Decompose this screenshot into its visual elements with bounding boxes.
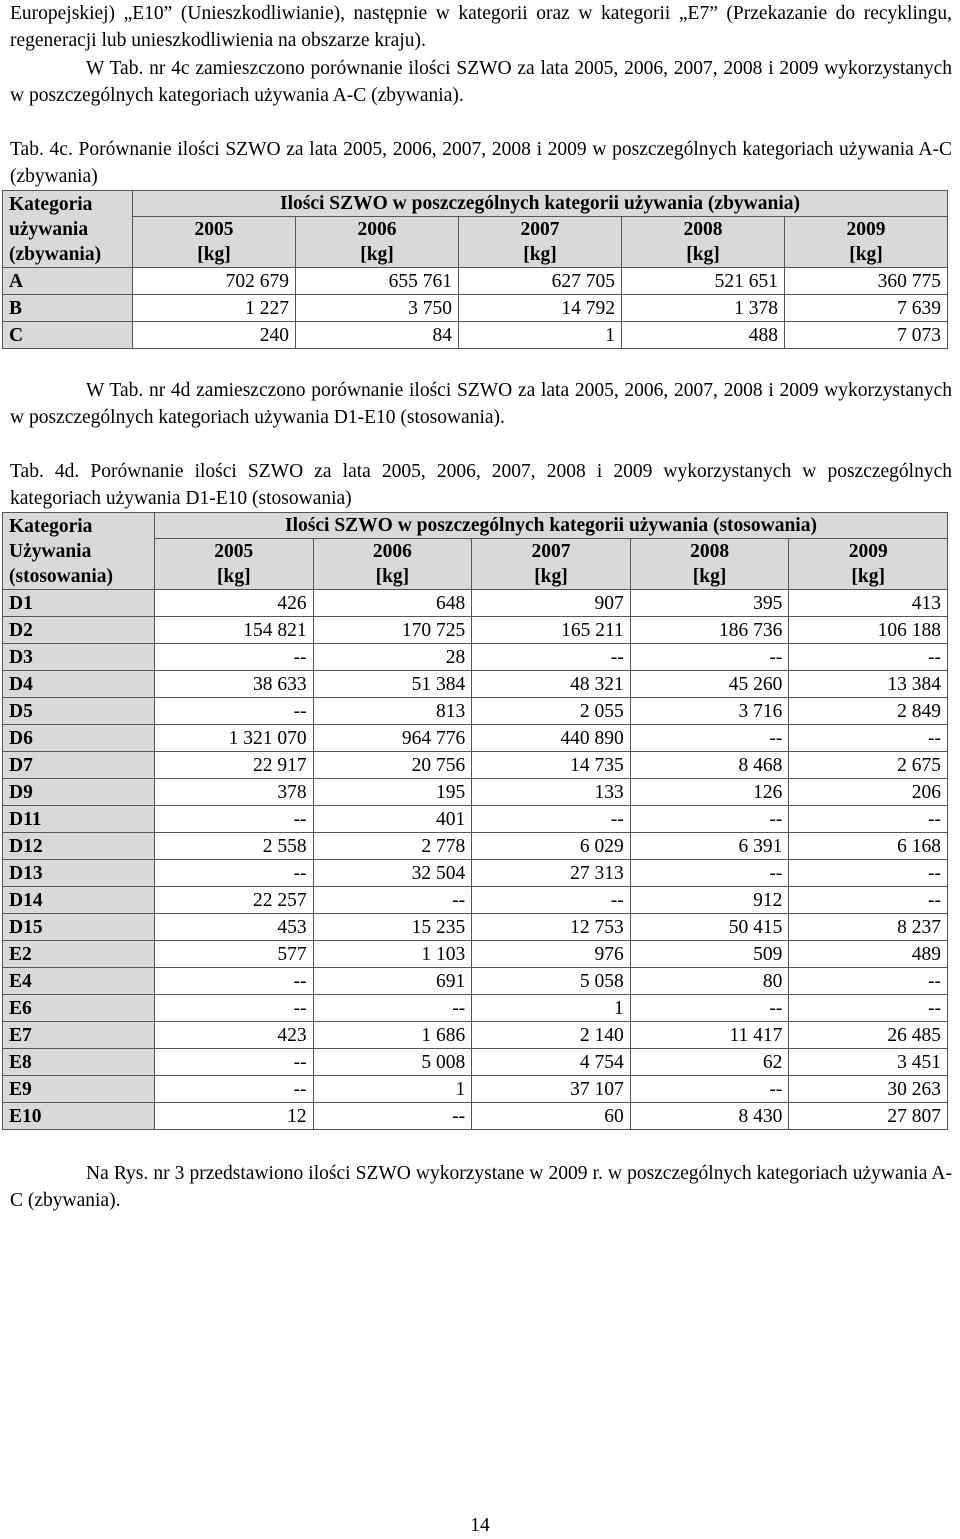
value-cell: 4 754 bbox=[472, 1049, 631, 1076]
value-cell: 3 716 bbox=[630, 698, 789, 725]
year-label: 2006 bbox=[357, 219, 397, 240]
value-cell: 186 736 bbox=[630, 617, 789, 644]
value-cell: 15 235 bbox=[313, 914, 472, 941]
value-cell: 423 bbox=[155, 1022, 314, 1049]
value-cell: 426 bbox=[155, 590, 314, 617]
value-cell: -- bbox=[789, 806, 948, 833]
value-cell: 1 bbox=[313, 1076, 472, 1103]
row-category-cell: D12 bbox=[3, 833, 155, 860]
value-cell: 11 417 bbox=[630, 1022, 789, 1049]
table-row bbox=[3, 779, 948, 806]
row-category-cell: D3 bbox=[3, 644, 155, 671]
group-header: Ilości SZWO w poszczególnych kategorii używania (stosowania) bbox=[155, 513, 948, 539]
value-cell: 401 bbox=[313, 806, 472, 833]
category-column-header bbox=[3, 513, 155, 590]
value-cell: 1 321 070 bbox=[155, 725, 314, 752]
table-row bbox=[3, 268, 948, 295]
value-cell: -- bbox=[630, 995, 789, 1022]
value-cell: -- bbox=[789, 725, 948, 752]
table-row bbox=[3, 941, 948, 968]
year-label: 2008 bbox=[690, 541, 730, 562]
year-label: 2009 bbox=[848, 541, 888, 562]
value-cell: 577 bbox=[155, 941, 314, 968]
year-label: 2006 bbox=[372, 541, 412, 562]
unit-label: [kg] bbox=[523, 244, 557, 265]
value-cell: 126 bbox=[630, 779, 789, 806]
value-cell: 154 821 bbox=[155, 617, 314, 644]
value-cell: 12 bbox=[155, 1103, 314, 1130]
year-label: 2005 bbox=[194, 219, 234, 240]
row-category-cell: B bbox=[3, 295, 133, 322]
table-row bbox=[3, 995, 948, 1022]
unit-label: [kg] bbox=[686, 244, 720, 265]
year-column-header bbox=[789, 539, 948, 590]
value-cell: -- bbox=[630, 644, 789, 671]
row-category-cell: D5 bbox=[3, 698, 155, 725]
value-cell: -- bbox=[789, 968, 948, 995]
row-category-cell: D2 bbox=[3, 617, 155, 644]
value-cell: 964 776 bbox=[313, 725, 472, 752]
value-cell: -- bbox=[313, 887, 472, 914]
value-cell: 627 705 bbox=[459, 268, 622, 295]
intro-paragraph-end: Europejskiej) „E10” (Unieszkodliwianie), następnie w kategorii oraz w kategorii „E7” (Przekazanie do recyklingu, regeneracji lub unieszkodliwienia na obszarze kraju). bbox=[10, 3, 952, 51]
row-category-cell: D4 bbox=[3, 671, 155, 698]
table-row bbox=[3, 1049, 948, 1076]
value-cell: -- bbox=[789, 887, 948, 914]
value-cell: 907 bbox=[472, 590, 631, 617]
value-cell: 7 073 bbox=[785, 322, 948, 349]
value-cell: 12 753 bbox=[472, 914, 631, 941]
value-cell: -- bbox=[789, 860, 948, 887]
value-cell: -- bbox=[155, 698, 314, 725]
value-cell: 195 bbox=[313, 779, 472, 806]
row-category-cell: D15 bbox=[3, 914, 155, 941]
value-cell: 133 bbox=[472, 779, 631, 806]
value-cell: 32 504 bbox=[313, 860, 472, 887]
row-category-cell: E9 bbox=[3, 1076, 155, 1103]
row-category-cell: E4 bbox=[3, 968, 155, 995]
unit-label: [kg] bbox=[849, 244, 883, 265]
value-cell: 5 008 bbox=[313, 1049, 472, 1076]
page-number: 14 bbox=[470, 1515, 490, 1536]
value-cell: 8 237 bbox=[789, 914, 948, 941]
table-row bbox=[3, 968, 948, 995]
value-cell: 360 775 bbox=[785, 268, 948, 295]
row-category-cell: E6 bbox=[3, 995, 155, 1022]
row-category-cell: D14 bbox=[3, 887, 155, 914]
category-header-line: (stosowania) bbox=[9, 565, 114, 587]
value-cell: 22 257 bbox=[155, 887, 314, 914]
value-cell: 84 bbox=[296, 322, 459, 349]
year-column-header bbox=[155, 539, 314, 590]
unit-label: [kg] bbox=[534, 566, 568, 587]
row-category-cell: E10 bbox=[3, 1103, 155, 1130]
value-cell: 912 bbox=[630, 887, 789, 914]
value-cell: 8 430 bbox=[630, 1103, 789, 1130]
row-category-cell: D9 bbox=[3, 779, 155, 806]
value-cell: 521 651 bbox=[622, 268, 785, 295]
value-cell: -- bbox=[155, 995, 314, 1022]
table-4d bbox=[2, 512, 948, 1130]
value-cell: 655 761 bbox=[296, 268, 459, 295]
value-cell: 976 bbox=[472, 941, 631, 968]
value-cell: 2 849 bbox=[789, 698, 948, 725]
table-row bbox=[3, 322, 948, 349]
value-cell: 106 188 bbox=[789, 617, 948, 644]
table-row bbox=[3, 698, 948, 725]
value-cell: -- bbox=[630, 1076, 789, 1103]
year-column-header bbox=[296, 217, 459, 268]
value-cell: 27 807 bbox=[789, 1103, 948, 1130]
value-cell: 691 bbox=[313, 968, 472, 995]
value-cell: 3 750 bbox=[296, 295, 459, 322]
value-cell: 26 485 bbox=[789, 1022, 948, 1049]
table-row bbox=[3, 725, 948, 752]
table-4d-caption: Tab. 4d. Porównanie ilości SZWO za lata 2005, 2006, 2007, 2008 i 2009 wykorzystanych w poszczególnych kategoriach używania D1-E10 (stosowania) bbox=[10, 461, 952, 509]
value-cell: -- bbox=[472, 887, 631, 914]
year-column-header bbox=[630, 539, 789, 590]
closing-paragraph: Na Rys. nr 3 przedstawiono ilości SZWO wykorzystane w 2009 r. w poszczególnych kategoriach używania A-C (zbywania). bbox=[10, 1163, 952, 1211]
row-category-cell: E7 bbox=[3, 1022, 155, 1049]
value-cell: 1 686 bbox=[313, 1022, 472, 1049]
value-cell: 38 633 bbox=[155, 671, 314, 698]
row-category-cell: D7 bbox=[3, 752, 155, 779]
value-cell: -- bbox=[630, 806, 789, 833]
table-row bbox=[3, 1022, 948, 1049]
value-cell: 30 263 bbox=[789, 1076, 948, 1103]
row-category-cell: E2 bbox=[3, 941, 155, 968]
document-page bbox=[10, 0, 952, 1214]
table-4c-caption: Tab. 4c. Porównanie ilości SZWO za lata 2005, 2006, 2007, 2008 i 2009 w poszczególnych kategoriach używania A-C (zbywania) bbox=[10, 139, 952, 187]
table-row bbox=[3, 752, 948, 779]
category-header-line: Kategoria bbox=[9, 515, 93, 537]
value-cell: 7 639 bbox=[785, 295, 948, 322]
value-cell: -- bbox=[155, 644, 314, 671]
value-cell: 6 168 bbox=[789, 833, 948, 860]
value-cell: 165 211 bbox=[472, 617, 631, 644]
value-cell: 60 bbox=[472, 1103, 631, 1130]
year-label: 2005 bbox=[214, 541, 254, 562]
value-cell: -- bbox=[630, 860, 789, 887]
value-cell: 37 107 bbox=[472, 1076, 631, 1103]
value-cell: 2 558 bbox=[155, 833, 314, 860]
value-cell: 6 391 bbox=[630, 833, 789, 860]
table-row bbox=[3, 590, 948, 617]
table-row bbox=[3, 644, 948, 671]
value-cell: 13 384 bbox=[789, 671, 948, 698]
value-cell: 413 bbox=[789, 590, 948, 617]
value-cell: -- bbox=[789, 644, 948, 671]
category-header-line: Kategoria bbox=[9, 193, 93, 215]
table-row bbox=[3, 1103, 948, 1130]
row-category-cell: D6 bbox=[3, 725, 155, 752]
year-label: 2008 bbox=[683, 219, 723, 240]
row-category-cell: D13 bbox=[3, 860, 155, 887]
value-cell: 8 468 bbox=[630, 752, 789, 779]
value-cell: 14 792 bbox=[459, 295, 622, 322]
unit-label: [kg] bbox=[851, 566, 885, 587]
table-row bbox=[3, 295, 948, 322]
category-header-line: (zbywania) bbox=[9, 243, 102, 265]
year-column-header bbox=[622, 217, 785, 268]
value-cell: -- bbox=[789, 995, 948, 1022]
table-row bbox=[3, 806, 948, 833]
unit-label: [kg] bbox=[692, 566, 727, 587]
table-row bbox=[3, 617, 948, 644]
value-cell: 51 384 bbox=[313, 671, 472, 698]
value-cell: 2 675 bbox=[789, 752, 948, 779]
year-column-header bbox=[472, 539, 631, 590]
year-label: 2007 bbox=[520, 219, 560, 240]
value-cell: 395 bbox=[630, 590, 789, 617]
value-cell: -- bbox=[313, 995, 472, 1022]
middle-paragraph-tab4d: W Tab. nr 4d zamieszczono porównanie ilości SZWO za lata 2005, 2006, 2007, 2008 i 2009 wykorzystanych w poszczególnych kategoriach używania D1-E10 (stosowania). bbox=[10, 380, 952, 428]
unit-label: [kg] bbox=[197, 244, 231, 265]
value-cell: 453 bbox=[155, 914, 314, 941]
table-row bbox=[3, 887, 948, 914]
value-cell: 378 bbox=[155, 779, 314, 806]
value-cell: 6 029 bbox=[472, 833, 631, 860]
row-category-cell: E8 bbox=[3, 1049, 155, 1076]
year-column-header bbox=[313, 539, 472, 590]
value-cell: 50 415 bbox=[630, 914, 789, 941]
value-cell: 48 321 bbox=[472, 671, 631, 698]
value-cell: 1 227 bbox=[133, 295, 296, 322]
value-cell: 2 140 bbox=[472, 1022, 631, 1049]
table-row bbox=[3, 1076, 948, 1103]
unit-label: [kg] bbox=[375, 566, 410, 587]
year-label: 2007 bbox=[531, 541, 571, 562]
value-cell: -- bbox=[472, 644, 631, 671]
value-cell: 702 679 bbox=[133, 268, 296, 295]
category-column-header bbox=[3, 191, 133, 268]
table-row bbox=[3, 860, 948, 887]
value-cell: 1 bbox=[459, 322, 622, 349]
unit-label: [kg] bbox=[360, 244, 394, 265]
table-row bbox=[3, 833, 948, 860]
value-cell: 2 055 bbox=[472, 698, 631, 725]
value-cell: 1 378 bbox=[622, 295, 785, 322]
value-cell: 22 917 bbox=[155, 752, 314, 779]
value-cell: 3 451 bbox=[789, 1049, 948, 1076]
value-cell: 813 bbox=[313, 698, 472, 725]
value-cell: -- bbox=[313, 1103, 472, 1130]
value-cell: 62 bbox=[630, 1049, 789, 1076]
value-cell: 170 725 bbox=[313, 617, 472, 644]
value-cell: 2 778 bbox=[313, 833, 472, 860]
intro-paragraph-tab4c: W Tab. nr 4c zamieszczono porównanie ilości SZWO za lata 2005, 2006, 2007, 2008 i 2009 wykorzystanych w poszczególnych kategoriach używania A-C (zbywania). bbox=[10, 58, 952, 106]
year-column-header bbox=[785, 217, 948, 268]
value-cell: 28 bbox=[313, 644, 472, 671]
value-cell: 440 890 bbox=[472, 725, 631, 752]
value-cell: -- bbox=[155, 860, 314, 887]
value-cell: 509 bbox=[630, 941, 789, 968]
value-cell: -- bbox=[155, 968, 314, 995]
value-cell: -- bbox=[630, 725, 789, 752]
value-cell: 1 103 bbox=[313, 941, 472, 968]
row-category-cell: A bbox=[3, 268, 133, 295]
year-label: 2009 bbox=[846, 219, 886, 240]
table-4c bbox=[2, 190, 948, 349]
value-cell: 648 bbox=[313, 590, 472, 617]
value-cell: 489 bbox=[789, 941, 948, 968]
unit-label: [kg] bbox=[217, 566, 251, 587]
year-column-header bbox=[133, 217, 296, 268]
value-cell: 20 756 bbox=[313, 752, 472, 779]
row-category-cell: D1 bbox=[3, 590, 155, 617]
value-cell: 488 bbox=[622, 322, 785, 349]
value-cell: 27 313 bbox=[472, 860, 631, 887]
category-header-line: używania bbox=[9, 218, 89, 240]
value-cell: -- bbox=[155, 806, 314, 833]
value-cell: 5 058 bbox=[472, 968, 631, 995]
table-row bbox=[3, 914, 948, 941]
value-cell: 1 bbox=[472, 995, 631, 1022]
group-header: Ilości SZWO w poszczególnych kategorii używania (zbywania) bbox=[133, 191, 948, 217]
value-cell: 240 bbox=[133, 322, 296, 349]
row-category-cell: C bbox=[3, 322, 133, 349]
category-header-line: Używania bbox=[9, 540, 92, 562]
value-cell: 206 bbox=[789, 779, 948, 806]
value-cell: -- bbox=[155, 1076, 314, 1103]
row-category-cell: D11 bbox=[3, 806, 155, 833]
table-row bbox=[3, 671, 948, 698]
year-column-header bbox=[459, 217, 622, 268]
value-cell: 14 735 bbox=[472, 752, 631, 779]
value-cell: 45 260 bbox=[630, 671, 789, 698]
value-cell: -- bbox=[155, 1049, 314, 1076]
value-cell: -- bbox=[472, 806, 631, 833]
value-cell: 80 bbox=[630, 968, 789, 995]
